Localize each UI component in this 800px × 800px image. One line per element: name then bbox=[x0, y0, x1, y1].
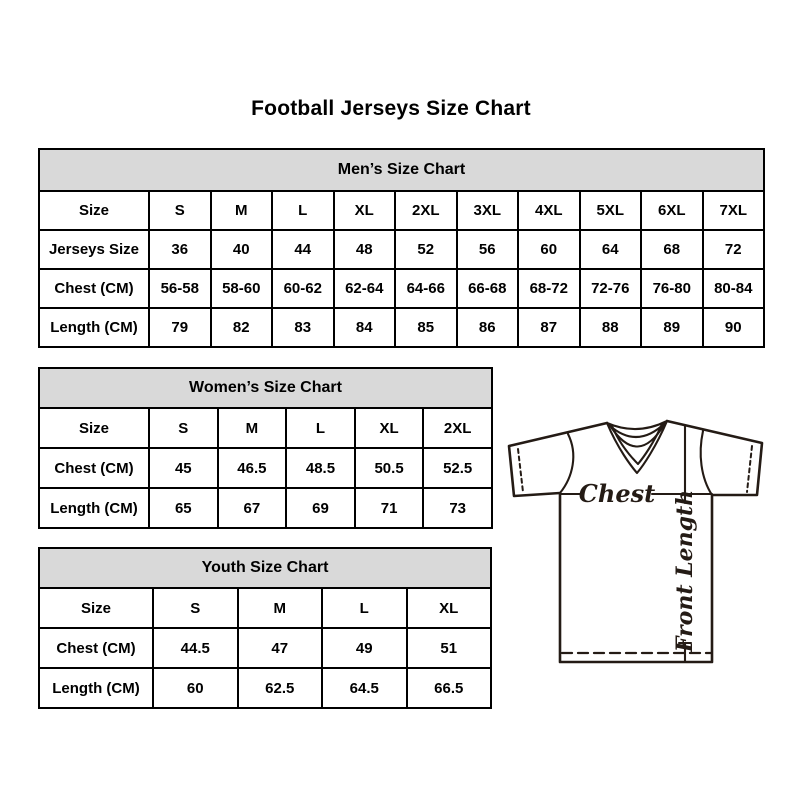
value-cell: 56-58 bbox=[149, 269, 211, 308]
value-cell: 68 bbox=[641, 230, 703, 269]
value-cell: 49 bbox=[322, 628, 407, 668]
column-header: 3XL bbox=[457, 191, 519, 230]
column-header: M bbox=[218, 408, 287, 448]
size-header-cell: Size bbox=[39, 588, 153, 628]
value-cell: 51 bbox=[407, 628, 492, 668]
value-cell: 87 bbox=[518, 308, 580, 347]
value-cell: 47 bbox=[238, 628, 323, 668]
value-cell: 60 bbox=[153, 668, 238, 708]
column-header: M bbox=[238, 588, 323, 628]
value-cell: 64 bbox=[580, 230, 642, 269]
column-header: XL bbox=[355, 408, 424, 448]
value-cell: 60 bbox=[518, 230, 580, 269]
value-cell: 44 bbox=[272, 230, 334, 269]
row-label: Jerseys Size bbox=[39, 230, 149, 269]
column-header: 7XL bbox=[703, 191, 765, 230]
value-cell: 58-60 bbox=[211, 269, 273, 308]
value-cell: 45 bbox=[149, 448, 218, 488]
mens-size-table bbox=[38, 148, 765, 348]
value-cell: 69 bbox=[286, 488, 355, 528]
column-header: S bbox=[149, 408, 218, 448]
column-header: L bbox=[286, 408, 355, 448]
jersey-measurement-diagram bbox=[503, 406, 769, 666]
youth-size-table bbox=[38, 547, 492, 709]
value-cell: 48 bbox=[334, 230, 396, 269]
value-cell: 72 bbox=[703, 230, 765, 269]
size-header-cell: Size bbox=[39, 191, 149, 230]
value-cell: 83 bbox=[272, 308, 334, 347]
value-cell: 60-62 bbox=[272, 269, 334, 308]
chest-measure-label: Chest bbox=[578, 479, 656, 508]
table-title: Men’s Size Chart bbox=[39, 149, 764, 191]
value-cell: 48.5 bbox=[286, 448, 355, 488]
value-cell: 80-84 bbox=[703, 269, 765, 308]
value-cell: 52 bbox=[395, 230, 457, 269]
value-cell: 62.5 bbox=[238, 668, 323, 708]
value-cell: 82 bbox=[211, 308, 273, 347]
value-cell: 40 bbox=[211, 230, 273, 269]
column-header: S bbox=[153, 588, 238, 628]
front-length-measure-label: Front Length bbox=[672, 489, 698, 653]
value-cell: 46.5 bbox=[218, 448, 287, 488]
table-title: Women’s Size Chart bbox=[39, 368, 492, 408]
value-cell: 67 bbox=[218, 488, 287, 528]
column-header: XL bbox=[407, 588, 492, 628]
table-title: Youth Size Chart bbox=[39, 548, 491, 588]
value-cell: 89 bbox=[641, 308, 703, 347]
column-header: L bbox=[322, 588, 407, 628]
value-cell: 73 bbox=[423, 488, 492, 528]
mens-size-grid bbox=[38, 148, 765, 348]
value-cell: 64.5 bbox=[322, 668, 407, 708]
youth-size-grid bbox=[38, 547, 492, 709]
size-header-cell: Size bbox=[39, 408, 149, 448]
jersey-outline bbox=[509, 421, 762, 662]
womens-size-table bbox=[38, 367, 493, 529]
value-cell: 79 bbox=[149, 308, 211, 347]
value-cell: 65 bbox=[149, 488, 218, 528]
left-armhole-seam bbox=[560, 434, 573, 493]
value-cell: 56 bbox=[457, 230, 519, 269]
value-cell: 66-68 bbox=[457, 269, 519, 308]
column-header: S bbox=[149, 191, 211, 230]
row-label: Length (CM) bbox=[39, 668, 153, 708]
right-armhole-seam bbox=[701, 431, 712, 495]
row-label: Chest (CM) bbox=[39, 628, 153, 668]
row-label: Chest (CM) bbox=[39, 448, 149, 488]
value-cell: 88 bbox=[580, 308, 642, 347]
value-cell: 36 bbox=[149, 230, 211, 269]
value-cell: 85 bbox=[395, 308, 457, 347]
column-header: L bbox=[272, 191, 334, 230]
value-cell: 71 bbox=[355, 488, 424, 528]
value-cell: 76-80 bbox=[641, 269, 703, 308]
value-cell: 62-64 bbox=[334, 269, 396, 308]
left-cuff-stitch-line bbox=[518, 449, 523, 492]
value-cell: 90 bbox=[703, 308, 765, 347]
row-label: Chest (CM) bbox=[39, 269, 149, 308]
column-header: 4XL bbox=[518, 191, 580, 230]
column-header: 2XL bbox=[395, 191, 457, 230]
value-cell: 68-72 bbox=[518, 269, 580, 308]
column-header: XL bbox=[334, 191, 396, 230]
value-cell: 66.5 bbox=[407, 668, 492, 708]
value-cell: 64-66 bbox=[395, 269, 457, 308]
column-header: 6XL bbox=[641, 191, 703, 230]
row-label: Length (CM) bbox=[39, 488, 149, 528]
right-cuff-stitch-line bbox=[747, 446, 752, 492]
value-cell: 44.5 bbox=[153, 628, 238, 668]
value-cell: 52.5 bbox=[423, 448, 492, 488]
page-title: Football Jerseys Size Chart bbox=[251, 97, 531, 120]
value-cell: 84 bbox=[334, 308, 396, 347]
womens-size-grid bbox=[38, 367, 493, 529]
column-header: 2XL bbox=[423, 408, 492, 448]
value-cell: 86 bbox=[457, 308, 519, 347]
column-header: M bbox=[211, 191, 273, 230]
row-label: Length (CM) bbox=[39, 308, 149, 347]
value-cell: 72-76 bbox=[580, 269, 642, 308]
value-cell: 50.5 bbox=[355, 448, 424, 488]
column-header: 5XL bbox=[580, 191, 642, 230]
